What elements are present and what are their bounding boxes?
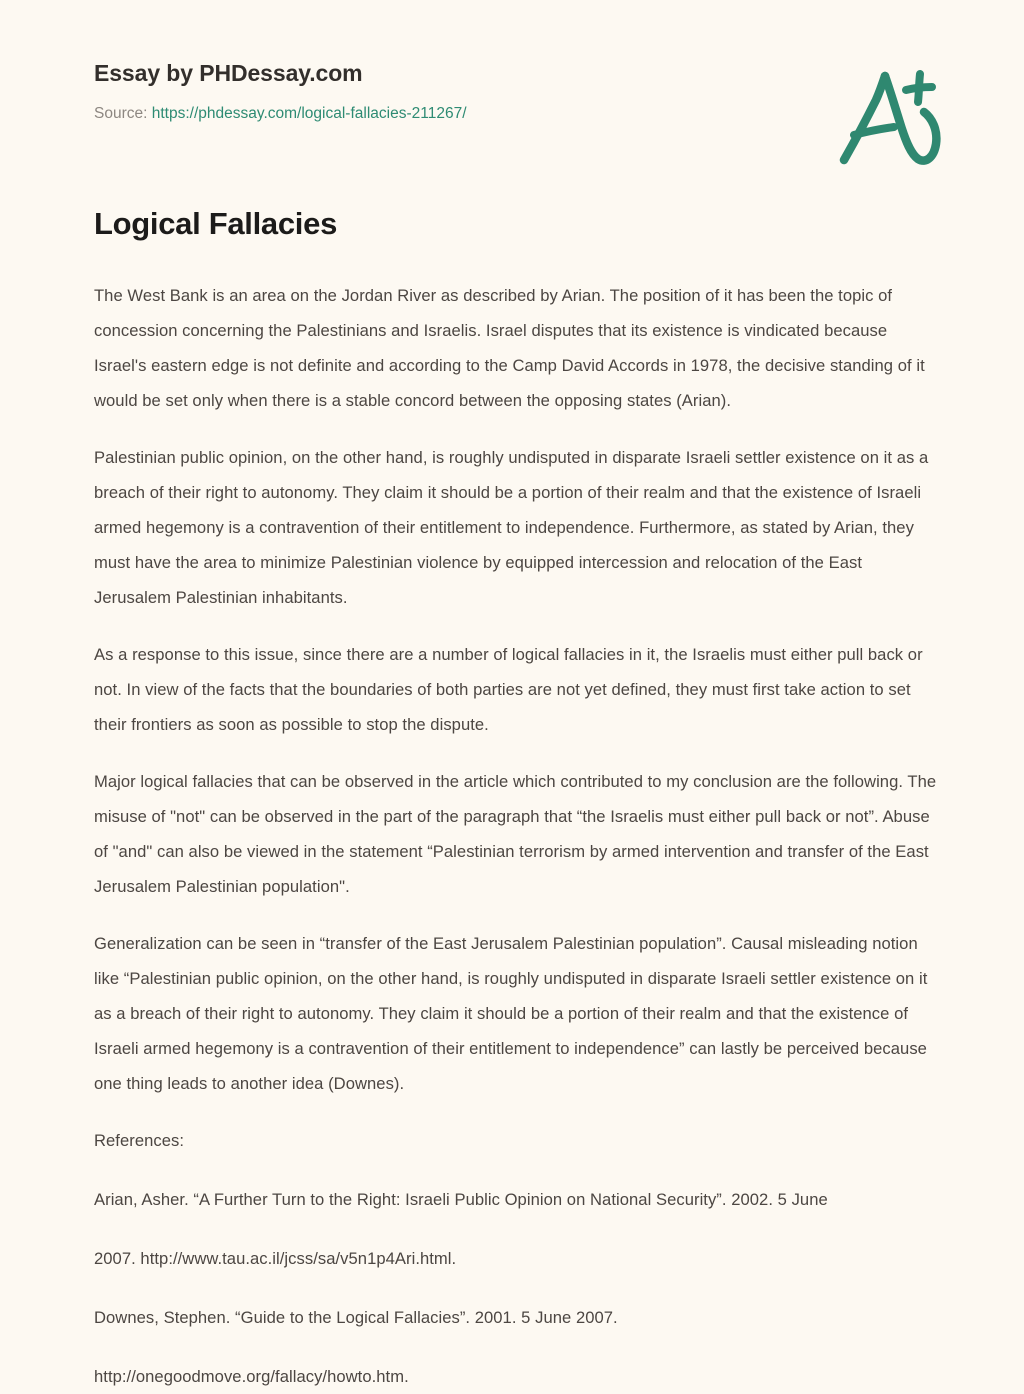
article-body [94, 206, 938, 1394]
reference-entry: http://onegoodmove.org/fallacy/howto.htm. [94, 1366, 409, 1386]
paragraph: The West Bank is an area on the Jordan River as described by Arian. The position of it has been the topic of concession concerning the Palestinians and Israelis. Israel disputes that its existence is vindicated because Israel's eastern edge is not definite and according to the Camp David Accords in 1978, the decisive standing of it would be set only when there is a stable concord between the opposing states (Arian). [94, 285, 925, 410]
source-url-link[interactable]: https://phdessay.com/logical-fallacies-211267/ [151, 104, 467, 122]
source-line [94, 105, 952, 124]
reference-entry: Arian, Asher. “A Further Turn to the Right: Israeli Public Opinion on National Security”. 2002. 5 June [94, 1189, 828, 1209]
reference-entry: Downes, Stephen. “Guide to the Logical Fallacies”. 2001. 5 June 2007. [94, 1307, 618, 1327]
source-label: Source: [94, 104, 148, 122]
paragraph: Major logical fallacies that can be observed in the article which contributed to my conclusion are the following. The misuse of "not" can be observed in the part of the paragraph that “the Israelis must either pull back or not”. Abuse of "and" can also be viewed in the statement “Palestinian terrorism by armed intervention and transfer of the East Jerusalem Palestinian population". [94, 771, 937, 896]
paragraph: Generalization can be seen in “transfer of the East Jerusalem Palestinian population”. Causal misleading notion like “Palestinian public opinion, on the other hand, is roughly undisputed in disparate Israeli settler existence on it as a breach of their right to autonomy. They claim it should be a portion of their realm and that the existence of Israeli armed hegemony is a contravention of their entitlement to independence” can lastly be perceived because one thing leads to another idea (Downes). [94, 933, 928, 1093]
reference-entry: 2007. http://www.tau.ac.il/jcss/sa/v5n1p4Ari.html. [94, 1248, 457, 1268]
page-title: Logical Fallacies [94, 206, 338, 241]
paragraph: Palestinian public opinion, on the other hand, is roughly undisputed in disparate Israeli settler existence on it as a breach of their right to autonomy. They claim it should be a portion of their realm and that the existence of Israeli armed hegemony is a contravention of their entitlement to independence. Furthermore, as stated by Arian, they must have the area to minimize Palestinian violence by equipped intercession and relocation of the East Jerusalem Palestinian inhabitants. [94, 447, 929, 607]
references-heading: References: [94, 1130, 185, 1150]
a-plus-logo[interactable] [832, 62, 948, 170]
document-header [94, 60, 952, 170]
paragraph: As a response to this issue, since there are a number of logical fallacies in it, the Israelis must either pull back or not. In view of the facts that the boundaries of both parties are not yet defined, they must first take action to set their frontiers as soon as possible to stop the dispute. [94, 644, 923, 734]
brand-title: Essay by PHDessay.com [94, 60, 363, 86]
